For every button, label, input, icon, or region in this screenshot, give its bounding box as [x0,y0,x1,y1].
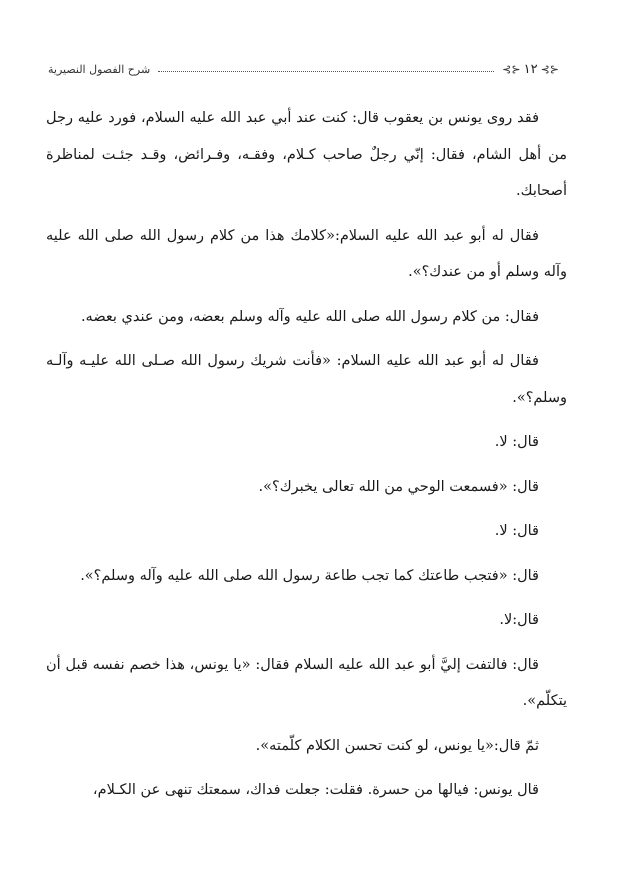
paragraph-6: قال: «فسمعت الوحي من الله تعالى يخبرك؟». [258,478,539,495]
paragraph-8: قال: «فتجب طاعتك كما تجب طاعة رسول الله صلى الله عليه وآله وسلم؟». [80,567,539,584]
running-header [48,58,559,80]
paragraph-5: قال: لا. [494,434,539,450]
paragraph-11: ثمّ قال:«يا يونس، لو كنت تحسن الكلام كلّمته». [255,737,539,754]
page-body [46,100,567,817]
paragraph-2: فقال له أبو عبد الله عليه السلام:«كلامك هذا من كلام رسول الله صلى الله عليه وآله وسلم أو من عندك؟». [46,227,567,280]
paragraph-4: فقال له أبو عبد الله عليه السلام: «فأنت شريك رسول الله صـلى الله عليـه وآلـه وسلم؟». [46,353,567,406]
ornament-left-icon: ⊰⊱ [502,62,521,76]
paragraph-3: فقال: من كلام رسول الله صلى الله عليه وآله وسلم بعضه، ومن عندي بعضه. [80,308,539,325]
paragraph-9: قال:لا. [499,612,539,628]
header-dotted-leader [158,71,494,72]
paragraph-1: فقد روى يونس بن يعقوب قال: كنت عند أبي عبد الله عليه السلام، فورد عليه رجل من أهل الشام، فقال: إنّي رجلٌ صاحب كـلام، وفقـه، وفـرائض، وقـد جئـت لمناظرة أصحابك. [46,110,567,199]
paragraph-7: قال: لا. [494,523,539,539]
page-number: ١٢ [523,61,538,77]
ornament-right-icon: ⊰⊱ [540,62,559,76]
paragraph-10: قال: فالتفت إليَّ أبو عبد الله عليه السلام فقال: «يا يونس، هذا خصم نفسه قبل أن يتكلّم». [46,656,567,709]
book-title: شرح الفصول النصيرية [48,62,151,76]
page-number-block [502,62,559,77]
paragraph-12: قال يونس: فيالها من حسرة. فقلت: جعلت فداك، سمعتك تنهى عن الكـلام، [92,782,539,798]
